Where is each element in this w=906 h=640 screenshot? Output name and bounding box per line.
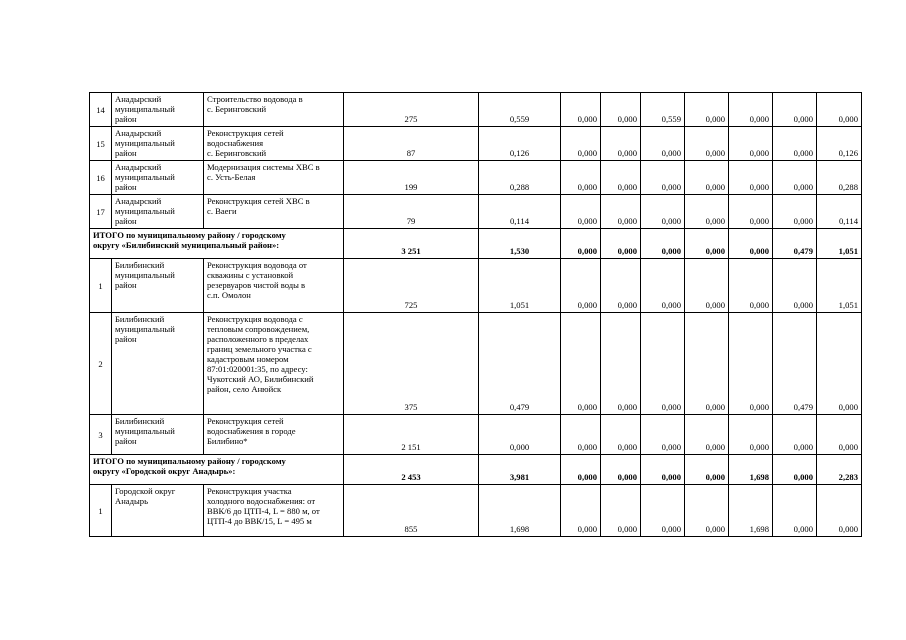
value-cell-text: 0,000 bbox=[793, 216, 813, 226]
value-cell bbox=[344, 259, 479, 313]
value-cell bbox=[561, 195, 601, 229]
value-cell-text: 79 bbox=[406, 216, 416, 226]
value-cell bbox=[817, 127, 862, 161]
value-cell bbox=[729, 93, 773, 127]
row-number bbox=[90, 313, 112, 415]
district-cell bbox=[112, 415, 204, 455]
value-cell-text: 1,051 bbox=[838, 300, 858, 310]
value-cell-text: 0,000 bbox=[705, 442, 725, 452]
table-row bbox=[90, 93, 862, 127]
value-cell bbox=[729, 195, 773, 229]
value-cell-text: 0,000 bbox=[617, 442, 637, 452]
value-cell-text: 0,000 bbox=[749, 216, 769, 226]
value-cell bbox=[817, 259, 862, 313]
value-cell bbox=[641, 93, 685, 127]
value-cell-text: 0,000 bbox=[838, 402, 858, 412]
district-cell-text: Анадырский муниципальный район bbox=[115, 94, 175, 124]
total-label-text: ИТОГО по муниципальному району / городскому округу «Городской округ Анадырь»: bbox=[93, 456, 286, 476]
value-cell-text: 0,000 bbox=[577, 524, 597, 534]
value-cell bbox=[685, 259, 729, 313]
value-cell bbox=[344, 195, 479, 229]
value-cell bbox=[817, 161, 862, 195]
value-cell bbox=[344, 93, 479, 127]
value-cell bbox=[729, 415, 773, 455]
value-cell-text: 0,000 bbox=[577, 402, 597, 412]
value-cell bbox=[479, 195, 561, 229]
value-cell bbox=[601, 161, 641, 195]
value-cell bbox=[729, 229, 773, 259]
total-row bbox=[90, 455, 862, 485]
project-cell-text: Реконструкция сетей водоснабжения с. Беринговский bbox=[207, 128, 284, 158]
value-cell-text: 0,479 bbox=[509, 402, 530, 412]
value-cell-text: 2 151 bbox=[401, 442, 421, 452]
value-cell-text: 1,698 bbox=[509, 524, 530, 534]
value-cell-text: 2,283 bbox=[838, 472, 858, 482]
district-cell-text: Билибинский муниципальный район bbox=[115, 314, 175, 344]
value-cell bbox=[561, 313, 601, 415]
value-cell-text: 0,000 bbox=[577, 216, 597, 226]
project-cell bbox=[204, 415, 344, 455]
value-cell bbox=[641, 455, 685, 485]
value-cell-text: 3,981 bbox=[509, 472, 530, 482]
value-cell bbox=[479, 161, 561, 195]
value-cell-text: 0,000 bbox=[661, 442, 681, 452]
value-cell bbox=[344, 455, 479, 485]
project-cell bbox=[204, 313, 344, 415]
value-cell-text: 0,479 bbox=[793, 246, 813, 256]
value-cell bbox=[561, 455, 601, 485]
value-cell bbox=[344, 415, 479, 455]
value-cell bbox=[685, 229, 729, 259]
value-cell bbox=[773, 195, 817, 229]
value-cell bbox=[729, 127, 773, 161]
value-cell-text: 0,000 bbox=[577, 442, 597, 452]
value-cell-text: 0,000 bbox=[617, 182, 637, 192]
row-number-text: 15 bbox=[96, 138, 105, 149]
value-cell-text: 0,000 bbox=[749, 402, 769, 412]
value-cell-text: 0,000 bbox=[749, 300, 769, 310]
district-cell-text: Анадырский муниципальный район bbox=[115, 128, 175, 158]
row-number-text: 14 bbox=[96, 104, 105, 115]
value-cell bbox=[479, 455, 561, 485]
value-cell bbox=[344, 161, 479, 195]
value-cell-text: 0,000 bbox=[617, 246, 637, 256]
value-cell bbox=[773, 127, 817, 161]
district-cell bbox=[112, 485, 204, 537]
value-cell bbox=[479, 229, 561, 259]
row-number-text: 16 bbox=[96, 172, 105, 183]
value-cell-text: 0,000 bbox=[705, 148, 725, 158]
district-cell-text: Билибинский муниципальный район bbox=[115, 416, 175, 446]
value-cell-text: 0,000 bbox=[705, 472, 725, 482]
project-cell bbox=[204, 127, 344, 161]
value-cell-text: 0,126 bbox=[838, 148, 858, 158]
district-cell bbox=[112, 313, 204, 415]
value-cell bbox=[479, 93, 561, 127]
value-cell-text: 725 bbox=[404, 300, 418, 310]
value-cell-text: 0,000 bbox=[838, 524, 858, 534]
value-cell bbox=[601, 229, 641, 259]
value-cell bbox=[641, 161, 685, 195]
value-cell-text: 275 bbox=[404, 114, 418, 124]
value-cell-text: 0,000 bbox=[577, 246, 597, 256]
row-number-text: 3 bbox=[98, 429, 103, 440]
value-cell-text: 855 bbox=[404, 524, 418, 534]
value-cell bbox=[561, 485, 601, 537]
value-cell-text: 0,000 bbox=[749, 114, 769, 124]
value-cell-text: 0,000 bbox=[793, 472, 813, 482]
value-cell-text: 0,000 bbox=[577, 148, 597, 158]
value-cell bbox=[773, 455, 817, 485]
value-cell bbox=[773, 161, 817, 195]
value-cell bbox=[773, 229, 817, 259]
value-cell bbox=[601, 313, 641, 415]
table-body bbox=[90, 93, 862, 537]
value-cell-text: 1,698 bbox=[749, 472, 769, 482]
project-cell bbox=[204, 485, 344, 537]
value-cell bbox=[344, 127, 479, 161]
district-cell-text: Анадырский муниципальный район bbox=[115, 196, 175, 226]
value-cell-text: 0,000 bbox=[617, 300, 637, 310]
value-cell bbox=[641, 259, 685, 313]
row-number bbox=[90, 127, 112, 161]
table-row bbox=[90, 195, 862, 229]
value-cell-text: 0,000 bbox=[617, 402, 637, 412]
value-cell-text: 0,000 bbox=[661, 182, 681, 192]
value-cell-text: 0,000 bbox=[661, 216, 681, 226]
value-cell bbox=[729, 313, 773, 415]
value-cell-text: 0,000 bbox=[577, 182, 597, 192]
value-cell-text: 0,000 bbox=[793, 148, 813, 158]
row-number-text: 1 bbox=[98, 280, 103, 291]
value-cell bbox=[685, 455, 729, 485]
project-cell-text: Реконструкция водовода от скважины с установкой резервуаров чистой воды в с.п. Омолон bbox=[207, 260, 307, 300]
value-cell bbox=[641, 195, 685, 229]
value-cell bbox=[685, 195, 729, 229]
row-number bbox=[90, 195, 112, 229]
total-row bbox=[90, 229, 862, 259]
project-cell-text: Реконструкция водовода с тепловым сопровождением, расположенного в пределах границ земельного участка с кадастровым номером 87:01:020001:35, по адресу: Чукотский АО, Билибинский район, село Анюйск bbox=[207, 314, 314, 394]
value-cell-text: 0,000 bbox=[793, 114, 813, 124]
value-cell bbox=[561, 93, 601, 127]
value-cell bbox=[344, 485, 479, 537]
project-cell-text: Реконструкция сетей ХВС в с. Ваеги bbox=[207, 196, 310, 216]
value-cell-text: 0,000 bbox=[793, 524, 813, 534]
row-number-text: 2 bbox=[98, 358, 103, 369]
value-cell bbox=[561, 259, 601, 313]
value-cell-text: 0,000 bbox=[577, 472, 597, 482]
value-cell bbox=[817, 195, 862, 229]
value-cell-text: 0,000 bbox=[705, 246, 725, 256]
value-cell bbox=[685, 415, 729, 455]
value-cell bbox=[561, 161, 601, 195]
value-cell-text: 1,698 bbox=[749, 524, 769, 534]
district-cell bbox=[112, 195, 204, 229]
district-cell-text: Городской округ Анадырь bbox=[115, 486, 176, 506]
value-cell bbox=[601, 455, 641, 485]
value-cell-text: 0,000 bbox=[509, 442, 530, 452]
value-cell-text: 0,288 bbox=[838, 182, 858, 192]
table-row bbox=[90, 313, 862, 415]
value-cell-text: 0,000 bbox=[705, 114, 725, 124]
district-cell-text: Билибинский муниципальный район bbox=[115, 260, 175, 290]
value-cell bbox=[817, 485, 862, 537]
value-cell-text: 2 453 bbox=[401, 472, 421, 482]
value-cell bbox=[601, 195, 641, 229]
value-cell-text: 0,559 bbox=[509, 114, 530, 124]
value-cell bbox=[601, 259, 641, 313]
row-number bbox=[90, 93, 112, 127]
value-cell bbox=[641, 229, 685, 259]
value-cell-text: 0,000 bbox=[749, 182, 769, 192]
value-cell bbox=[817, 313, 862, 415]
value-cell-text: 0,000 bbox=[617, 114, 637, 124]
value-cell-text: 0,000 bbox=[793, 182, 813, 192]
value-cell bbox=[479, 259, 561, 313]
table-row bbox=[90, 485, 862, 537]
table-row bbox=[90, 259, 862, 313]
value-cell bbox=[685, 93, 729, 127]
value-cell-text: 0,288 bbox=[509, 182, 530, 192]
value-cell-text: 0,000 bbox=[705, 182, 725, 192]
value-cell bbox=[561, 415, 601, 455]
project-cell bbox=[204, 259, 344, 313]
value-cell bbox=[773, 415, 817, 455]
data-table bbox=[89, 92, 862, 537]
project-cell-text: Реконструкция участка холодного водоснабжения: от ВВК/6 до ЦТП-4, L = 880 м, от ЦТП-4 до ВВК/15, L = 495 м bbox=[207, 486, 320, 526]
value-cell-text: 87 bbox=[406, 148, 416, 158]
row-number-text: 17 bbox=[96, 206, 105, 217]
value-cell-text: 0,000 bbox=[705, 300, 725, 310]
value-cell-text: 0,000 bbox=[838, 442, 858, 452]
value-cell-text: 1,051 bbox=[838, 246, 858, 256]
value-cell-text: 0,479 bbox=[793, 402, 813, 412]
value-cell-text: 0,559 bbox=[661, 114, 681, 124]
value-cell bbox=[817, 455, 862, 485]
value-cell bbox=[773, 93, 817, 127]
value-cell-text: 0,000 bbox=[705, 216, 725, 226]
value-cell bbox=[344, 229, 479, 259]
value-cell bbox=[479, 485, 561, 537]
row-number bbox=[90, 259, 112, 313]
value-cell-text: 0,000 bbox=[705, 402, 725, 412]
value-cell bbox=[601, 415, 641, 455]
value-cell bbox=[479, 415, 561, 455]
value-cell-text: 0,000 bbox=[705, 524, 725, 534]
row-number bbox=[90, 485, 112, 537]
table-row bbox=[90, 415, 862, 455]
project-cell bbox=[204, 195, 344, 229]
value-cell-text: 0,000 bbox=[749, 442, 769, 452]
value-cell-text: 0,000 bbox=[661, 300, 681, 310]
value-cell bbox=[729, 259, 773, 313]
table-row bbox=[90, 161, 862, 195]
value-cell bbox=[729, 485, 773, 537]
project-cell-text: Модернизация системы ХВС в с. Усть-Белая bbox=[207, 162, 320, 182]
value-cell-text: 375 bbox=[404, 402, 418, 412]
value-cell-text: 0,000 bbox=[838, 114, 858, 124]
value-cell-text: 0,000 bbox=[661, 246, 681, 256]
value-cell bbox=[479, 313, 561, 415]
row-number-text: 1 bbox=[98, 505, 103, 516]
value-cell-text: 0,000 bbox=[661, 524, 681, 534]
value-cell bbox=[729, 455, 773, 485]
district-cell bbox=[112, 127, 204, 161]
value-cell bbox=[641, 415, 685, 455]
value-cell bbox=[685, 313, 729, 415]
value-cell bbox=[817, 415, 862, 455]
value-cell-text: 1,530 bbox=[509, 246, 530, 256]
district-cell bbox=[112, 161, 204, 195]
project-cell-text: Реконструкция сетей водоснабжения в городе Билибино* bbox=[207, 416, 296, 446]
value-cell-text: 0,000 bbox=[661, 148, 681, 158]
value-cell bbox=[729, 161, 773, 195]
district-cell bbox=[112, 259, 204, 313]
value-cell-text: 0,000 bbox=[661, 472, 681, 482]
district-cell-text: Анадырский муниципальный район bbox=[115, 162, 175, 192]
value-cell bbox=[601, 93, 641, 127]
value-cell bbox=[641, 313, 685, 415]
value-cell-text: 0,000 bbox=[617, 524, 637, 534]
project-cell-text: Строительство водовода в с. Беринговский bbox=[207, 94, 303, 114]
value-cell bbox=[641, 127, 685, 161]
value-cell-text: 199 bbox=[404, 182, 418, 192]
value-cell bbox=[561, 229, 601, 259]
project-cell bbox=[204, 161, 344, 195]
project-cell bbox=[204, 93, 344, 127]
value-cell-text: 0,000 bbox=[793, 442, 813, 452]
value-cell-text: 0,000 bbox=[617, 472, 637, 482]
value-cell bbox=[601, 127, 641, 161]
table-row bbox=[90, 127, 862, 161]
value-cell-text: 0,000 bbox=[749, 246, 769, 256]
total-label bbox=[90, 229, 344, 259]
row-number bbox=[90, 161, 112, 195]
value-cell-text: 1,051 bbox=[509, 300, 530, 310]
value-cell bbox=[685, 161, 729, 195]
row-number bbox=[90, 415, 112, 455]
value-cell bbox=[773, 313, 817, 415]
value-cell bbox=[601, 485, 641, 537]
total-label bbox=[90, 455, 344, 485]
value-cell bbox=[817, 93, 862, 127]
value-cell-text: 0,000 bbox=[793, 300, 813, 310]
total-label-text: ИТОГО по муниципальному району / городскому округу «Билибинский муниципальный район»: bbox=[93, 230, 286, 250]
value-cell bbox=[479, 127, 561, 161]
value-cell-text: 0,114 bbox=[838, 216, 858, 226]
value-cell-text: 0,000 bbox=[749, 148, 769, 158]
value-cell-text: 3 251 bbox=[401, 246, 421, 256]
value-cell-text: 0,000 bbox=[577, 300, 597, 310]
value-cell-text: 0,000 bbox=[661, 402, 681, 412]
value-cell bbox=[344, 313, 479, 415]
value-cell bbox=[561, 127, 601, 161]
value-cell-text: 0,126 bbox=[509, 148, 530, 158]
value-cell-text: 0,000 bbox=[617, 148, 637, 158]
value-cell-text: 0,000 bbox=[617, 216, 637, 226]
district-cell bbox=[112, 93, 204, 127]
value-cell bbox=[773, 259, 817, 313]
value-cell bbox=[685, 485, 729, 537]
value-cell bbox=[685, 127, 729, 161]
value-cell bbox=[773, 485, 817, 537]
value-cell-text: 0,000 bbox=[577, 114, 597, 124]
value-cell bbox=[817, 229, 862, 259]
value-cell-text: 0,114 bbox=[509, 216, 530, 226]
value-cell bbox=[641, 485, 685, 537]
